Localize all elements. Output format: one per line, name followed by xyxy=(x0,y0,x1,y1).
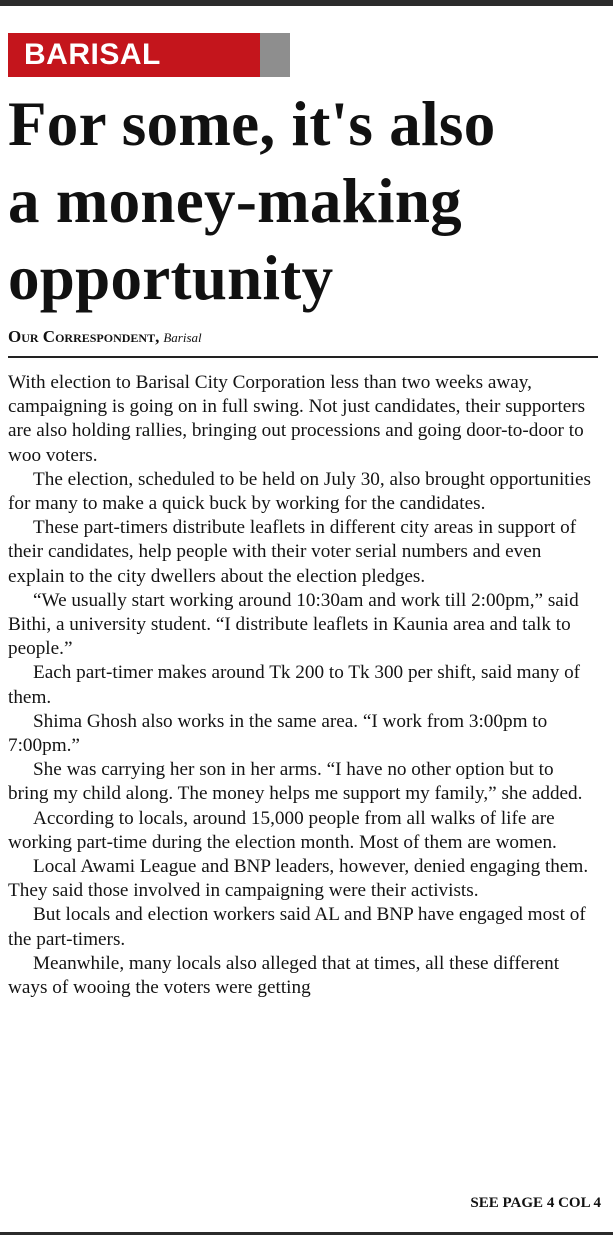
continued-jump-line: SEE PAGE 4 COL 4 xyxy=(470,1195,601,1211)
section-label: BARISAL xyxy=(24,38,161,71)
paragraph-7: She was carrying her son in her arms. “I have no other option but to bring my child along. The money helps me support my family,” she added. xyxy=(8,759,583,805)
headline-line-3: opportunity xyxy=(8,243,334,313)
paragraph-6: Shima Ghosh also works in the same area. “I work from 3:00pm to 7:00pm.” xyxy=(8,710,548,757)
headline-line-2: a money-making xyxy=(8,166,462,236)
paragraph-11: Meanwhile, many locals also alleged that at times, all these different ways of wooing the voters were getting xyxy=(8,952,560,999)
section-kicker xyxy=(8,33,290,77)
byline-place: Barisal xyxy=(163,330,202,345)
paragraph-1: With election to Barisal City Corporation less than two weeks away, campaigning is going on in full swing. Not just candidates, their supporters are also holding rallies, bringing out processions and going door-to-door to woo voters. xyxy=(8,372,586,466)
bottom-rule xyxy=(0,1232,613,1235)
byline xyxy=(8,327,202,347)
paragraph-10: But locals and election workers said AL and BNP have engaged most of the part-timers. xyxy=(8,904,586,950)
paragraph-2: The election, scheduled to be held on July 30, also brought opportunities for many to make a quick buck by working for the candidates. xyxy=(8,468,591,515)
byline-name: Our Correspondent, xyxy=(8,327,160,346)
paragraph-3: These part-timers distribute leaflets in different city areas in support of their candidates, help people with their voter serial numbers and even explain to the city dwellers about the election pledges. xyxy=(8,517,577,587)
paragraph-8: According to locals, around 15,000 people from all walks of life are working part-time during the election month. Most of them are women. xyxy=(8,807,557,853)
paragraph-9: Local Awami League and BNP leaders, however, denied engaging them. They said those involved in campaigning were their activists. xyxy=(8,856,589,902)
section-kicker-tab xyxy=(260,33,290,77)
top-rule xyxy=(0,0,613,6)
headline-line-1: For some, it's also xyxy=(8,89,496,159)
article-body xyxy=(8,371,598,1000)
headline xyxy=(8,86,608,317)
paragraph-5: Each part-timer makes around Tk 200 to Tk 300 per shift, said many of them. xyxy=(8,662,581,708)
paragraph-4: “We usually start working around 10:30am and work till 2:00pm,” said Bithi, a university student. “I distribute leaflets in Kaunia area and talk to people.” xyxy=(8,589,579,660)
byline-rule xyxy=(8,356,598,358)
